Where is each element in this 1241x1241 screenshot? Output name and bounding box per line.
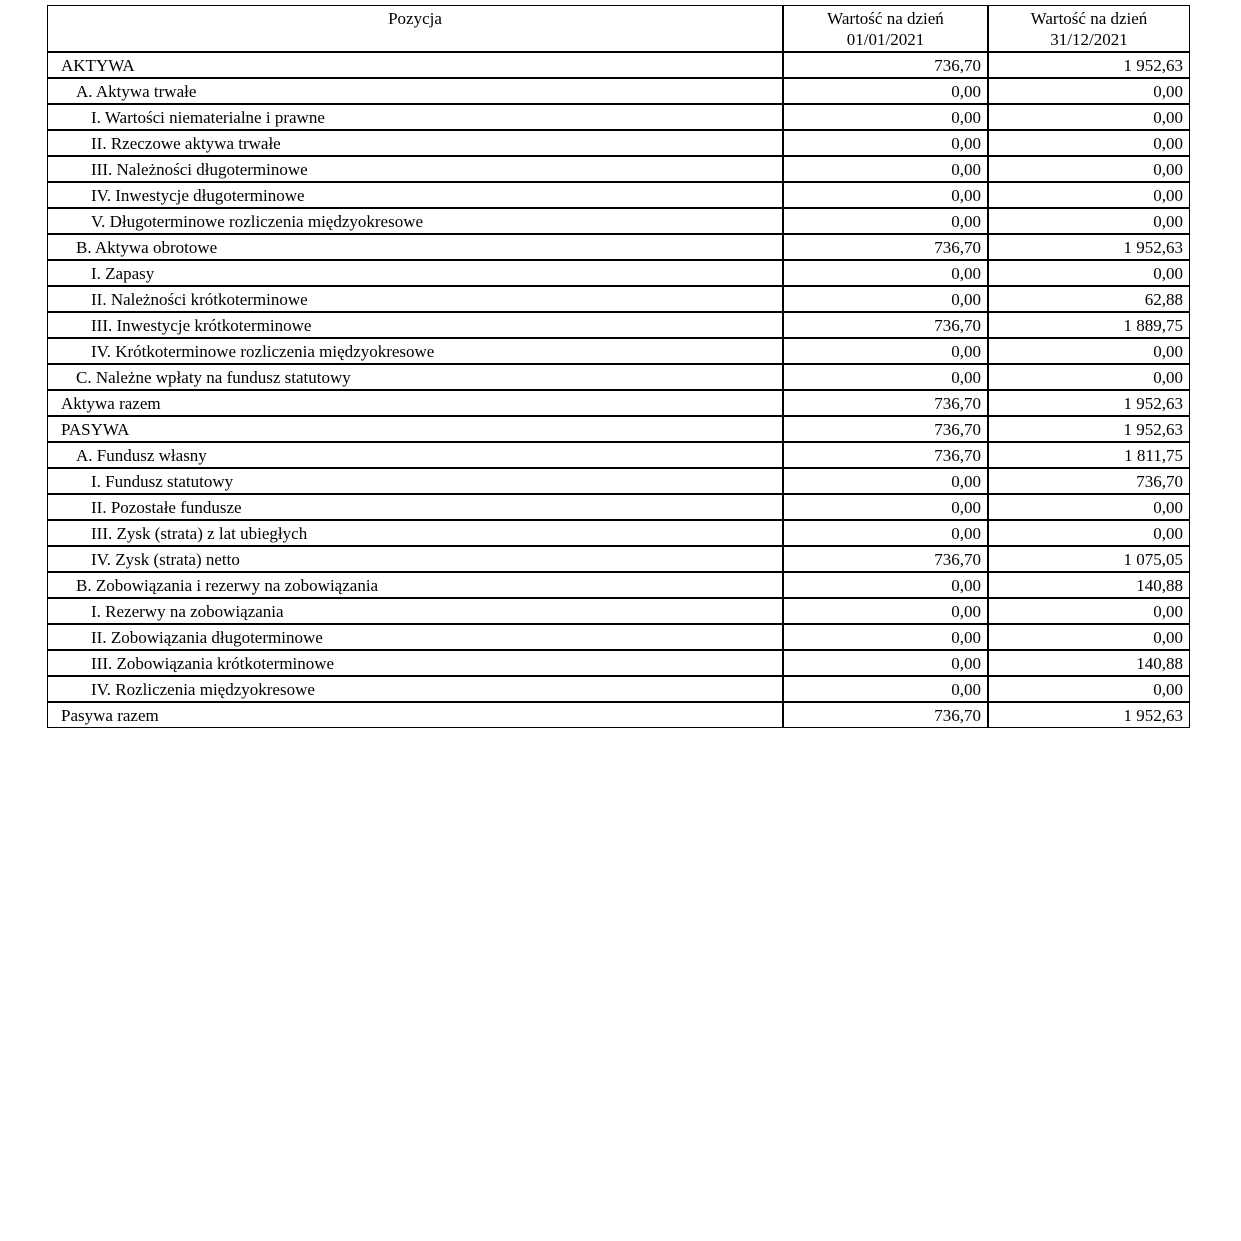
column-header-value-closing-title: Wartość na dzień [1030, 9, 1148, 28]
row-value-closing-cell: 1 952,63 [988, 52, 1190, 78]
table-row [47, 676, 1190, 702]
table-row [47, 572, 1190, 598]
row-value-opening-cell: 0,00 [783, 364, 988, 390]
row-value-closing-cell: 736,70 [988, 468, 1190, 494]
row-label-cell: C. Należne wpłaty na fundusz statutowy [47, 364, 783, 390]
row-value-closing-cell: 1 075,05 [988, 546, 1190, 572]
table-row [47, 494, 1190, 520]
row-value-opening-cell: 0,00 [783, 650, 988, 676]
balance-sheet-table [47, 5, 1190, 728]
table-row [47, 156, 1190, 182]
table-row [47, 390, 1190, 416]
header-row [47, 5, 1190, 52]
table-row [47, 312, 1190, 338]
row-value-opening-cell: 736,70 [783, 234, 988, 260]
row-value-closing-cell: 1 952,63 [988, 234, 1190, 260]
row-value-opening-cell: 0,00 [783, 468, 988, 494]
row-label-cell: III. Należności długoterminowe [47, 156, 783, 182]
row-label-cell: B. Zobowiązania i rezerwy na zobowiązania [47, 572, 783, 598]
row-value-opening-cell: 736,70 [783, 416, 988, 442]
row-value-opening-cell: 736,70 [783, 702, 988, 728]
column-header-position-label: Pozycja [388, 9, 442, 28]
row-value-opening-cell: 736,70 [783, 312, 988, 338]
table-row [47, 234, 1190, 260]
row-label-cell: A. Fundusz własny [47, 442, 783, 468]
table-row [47, 364, 1190, 390]
table-row [47, 650, 1190, 676]
row-value-closing-cell: 0,00 [988, 676, 1190, 702]
row-label-cell: I. Fundusz statutowy [47, 468, 783, 494]
row-value-opening-cell: 0,00 [783, 130, 988, 156]
row-label-cell: V. Długoterminowe rozliczenia międzyokresowe [47, 208, 783, 234]
table-row [47, 182, 1190, 208]
row-label-cell: II. Rzeczowe aktywa trwałe [47, 130, 783, 156]
row-value-opening-cell: 0,00 [783, 676, 988, 702]
row-value-closing-cell: 62,88 [988, 286, 1190, 312]
row-value-opening-cell: 0,00 [783, 494, 988, 520]
row-value-closing-cell: 0,00 [988, 182, 1190, 208]
table-row [47, 702, 1190, 728]
row-value-opening-cell: 0,00 [783, 598, 988, 624]
table-row [47, 598, 1190, 624]
row-value-opening-cell: 0,00 [783, 520, 988, 546]
row-value-closing-cell: 0,00 [988, 364, 1190, 390]
row-label-cell: I. Rezerwy na zobowiązania [47, 598, 783, 624]
row-value-opening-cell: 0,00 [783, 624, 988, 650]
column-header-value-closing-date: 31/12/2021 [1050, 30, 1128, 49]
table-row [47, 130, 1190, 156]
row-value-opening-cell: 736,70 [783, 390, 988, 416]
row-value-closing-cell: 0,00 [988, 130, 1190, 156]
row-value-opening-cell: 736,70 [783, 52, 988, 78]
row-value-closing-cell: 0,00 [988, 520, 1190, 546]
row-value-closing-cell: 0,00 [988, 338, 1190, 364]
row-label-cell: IV. Rozliczenia międzyokresowe [47, 676, 783, 702]
row-value-opening-cell: 0,00 [783, 260, 988, 286]
column-header-value-opening-title: Wartość na dzień [827, 9, 944, 28]
row-value-opening-cell: 0,00 [783, 286, 988, 312]
row-value-closing-cell: 0,00 [988, 156, 1190, 182]
table-row [47, 624, 1190, 650]
row-value-closing-cell: 0,00 [988, 598, 1190, 624]
column-header-value-opening [783, 5, 988, 52]
row-value-opening-cell: 0,00 [783, 208, 988, 234]
row-label-cell: Pasywa razem [47, 702, 783, 728]
row-value-closing-cell: 0,00 [988, 78, 1190, 104]
row-label-cell: II. Pozostałe fundusze [47, 494, 783, 520]
table-row [47, 546, 1190, 572]
table-row [47, 416, 1190, 442]
row-value-opening-cell: 0,00 [783, 572, 988, 598]
column-header-value-closing [988, 5, 1190, 52]
row-label-cell: IV. Inwestycje długoterminowe [47, 182, 783, 208]
table-row [47, 338, 1190, 364]
table-row [47, 286, 1190, 312]
row-value-closing-cell: 1 952,63 [988, 416, 1190, 442]
row-value-opening-cell: 0,00 [783, 78, 988, 104]
row-label-cell: PASYWA [47, 416, 783, 442]
row-label-cell: III. Zysk (strata) z lat ubiegłych [47, 520, 783, 546]
row-label-cell: Aktywa razem [47, 390, 783, 416]
row-value-opening-cell: 736,70 [783, 442, 988, 468]
row-value-opening-cell: 0,00 [783, 156, 988, 182]
table-row [47, 78, 1190, 104]
column-header-position [47, 5, 783, 52]
row-value-opening-cell: 736,70 [783, 546, 988, 572]
table-row [47, 208, 1190, 234]
row-value-closing-cell: 0,00 [988, 260, 1190, 286]
row-value-opening-cell: 0,00 [783, 182, 988, 208]
table-row [47, 260, 1190, 286]
row-value-closing-cell: 140,88 [988, 572, 1190, 598]
row-label-cell: I. Wartości niematerialne i prawne [47, 104, 783, 130]
table-body [47, 52, 1190, 728]
row-value-opening-cell: 0,00 [783, 338, 988, 364]
column-header-value-opening-date: 01/01/2021 [846, 30, 925, 49]
row-label-cell: I. Zapasy [47, 260, 783, 286]
table-row [47, 468, 1190, 494]
row-label-cell: B. Aktywa obrotowe [47, 234, 783, 260]
table-row [47, 104, 1190, 130]
row-value-closing-cell: 1 952,63 [988, 702, 1190, 728]
row-label-cell: AKTYWA [47, 52, 783, 78]
row-label-cell: III. Zobowiązania krótkoterminowe [47, 650, 783, 676]
row-value-opening-cell: 0,00 [783, 104, 988, 130]
row-value-closing-cell: 0,00 [988, 208, 1190, 234]
row-value-closing-cell: 140,88 [988, 650, 1190, 676]
row-label-cell: III. Inwestycje krótkoterminowe [47, 312, 783, 338]
table-row [47, 52, 1190, 78]
row-value-closing-cell: 0,00 [988, 104, 1190, 130]
row-label-cell: A. Aktywa trwałe [47, 78, 783, 104]
row-value-closing-cell: 1 889,75 [988, 312, 1190, 338]
table-row [47, 442, 1190, 468]
row-value-closing-cell: 1 952,63 [988, 390, 1190, 416]
row-value-closing-cell: 0,00 [988, 624, 1190, 650]
row-label-cell: IV. Krótkoterminowe rozliczenia międzyokresowe [47, 338, 783, 364]
row-value-closing-cell: 0,00 [988, 494, 1190, 520]
row-label-cell: II. Zobowiązania długoterminowe [47, 624, 783, 650]
row-label-cell: IV. Zysk (strata) netto [47, 546, 783, 572]
row-label-cell: II. Należności krótkoterminowe [47, 286, 783, 312]
table-row [47, 520, 1190, 546]
row-value-closing-cell: 1 811,75 [988, 442, 1190, 468]
